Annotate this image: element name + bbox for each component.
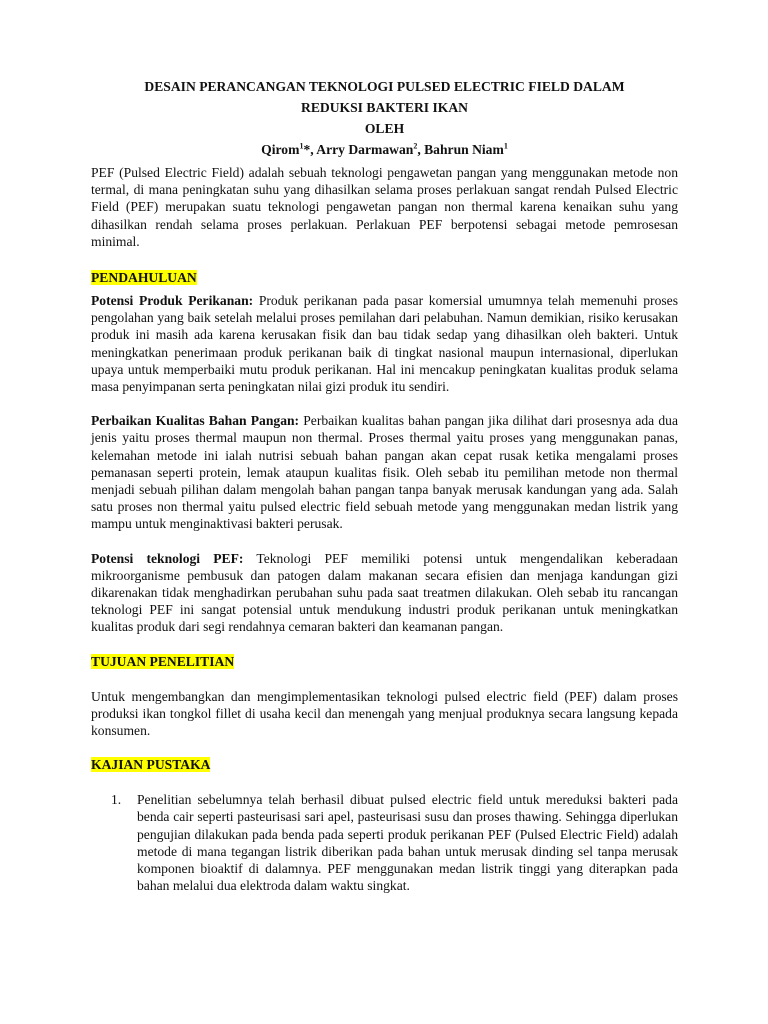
section-heading-pendahuluan: [91, 269, 678, 286]
author-affiliation: 2: [413, 141, 418, 151]
author-name: Qirom: [261, 142, 300, 157]
author-list: [91, 139, 678, 160]
paragraph-lead: Potensi teknologi PEF:: [91, 550, 244, 566]
paragraph-body: Produk perikanan pada pasar komersial umumnya telah memenuhi proses pengolahan yang baik setelah melalui proses pemilahan dari pelabuhan. Namun demikian, risiko kerusakan produk ini masih ada karena kerusakan fisik dan bau tidak sedap yang dihasilkan oleh bakteri. Untuk meningkatkan penerimaan produk perikanan baik di tingkat nasional maupun internasional, diperlukan upaya untuk memperbaiki mutu produk perikanan. Hal ini mencakup peningkatan kualitas produk selama masa penyimpanan serta peningkatan nilai gizi produk itu sendiri.: [91, 293, 678, 395]
section-heading-kajian: [91, 756, 678, 773]
highlighted-heading-text: PENDAHULUAN: [91, 270, 197, 286]
title-line-1: DESAIN PERANCANGAN TEKNOLOGI PULSED ELECTRIC FIELD DALAM: [144, 79, 625, 94]
list-item-text: Penelitian sebelumnya telah berhasil dibuat pulsed electric field untuk mereduksi bakteri pada benda cair seperti pasteurisasi sari apel, pasteurisasi susu dan proses thawing. Sehingga diperlukan pengujian dilakukan pada benda pada seperti produk perikanan PEF (Pulsed Electric Field) adalah metode di mana tegangan listrik diberikan pada bahan untuk merusak dinding sel tanpa merusak komponen bioaktif di dalamnya. PEF menggunakan medan listrik tinggi yang diterapkan pada bahan melalui dua elektroda dalam waktu singkat.: [137, 792, 678, 894]
paragraph-lead: Perbaikan Kualitas Bahan Pangan:: [91, 413, 300, 429]
paragraph-lead: Potensi Produk Perikanan:: [91, 293, 254, 309]
author-name: Arry Darmawan: [316, 142, 414, 157]
paragraph-body: Teknologi PEF memiliki potensi untuk mengendalikan keberadaan mikroorganisme pembusuk dan patogen dalam makanan secara efisien dan menjaga kandungan gizi dikarenakan tidak menghadirkan perubahan suhu pada saat treatmen dilakukan. Oleh sebab itu rancangan teknologi PEF ini sangat potensial untuk mendukung industri produk perikanan untuk meningkatkan kualitas produk dari segi rendahnya cemaran bakteri dan keamanan pangan.: [91, 550, 678, 635]
abstract-paragraph: PEF (Pulsed Electric Field) adalah sebuah teknologi pengawetan pangan yang menggunakan metode non termal, di mana peningkatan suhu yang dihasilkan selama proses perlakuan sangat rendah Pulsed Electric Field (PEF) merupakan suatu teknologi pengawetan pangan non thermal karena kenaikan suhu yang dihasilkan rendah selama proses perlakuan. Perlakuan PEF berpotensi sebagai metode pemrosesan minimal.: [91, 165, 678, 249]
list-item: [91, 791, 678, 894]
highlighted-heading-text: KAJIAN PUSTAKA: [91, 757, 211, 773]
list-item-number: 1.: [111, 792, 122, 808]
author-name: Bahrun Niam: [424, 142, 504, 157]
kajian-list: [91, 791, 678, 894]
paragraph-perbaikan-kualitas: [91, 412, 678, 532]
paragraph-potensi-produk: [91, 292, 678, 395]
author-affiliation: 1: [299, 141, 304, 151]
paragraph-tujuan: Untuk mengembangkan dan mengimplementasikan teknologi pulsed electric field (PEF) dalam proses produksi ikan tongkol fillet di usaha kecil dan menengah yang menjual produknya secara langsung kepada konsumen.: [91, 688, 678, 739]
paragraph-body: Perbaikan kualitas bahan pangan jika dilihat dari prosesnya ada dua jenis yaitu proses thermal maupun non thermal. Proses thermal yaitu proses yang menggunakan panas, kelemahan metode ini ialah nutrisi sebuah bahan pangan akan cepat rusak ketika mengalami proses pemanasan seperti protein, lemak ataupun kualitas fisik. Oleh sebab itu pemilihan metode non thermal menjadi sebuah pilihan dalam mengolah bahan pangan tanpa banyak merusak kandungan yang ada. Salah satu proses non thermal yaitu pulsed electric field sebuah metode yang menggunakan medan listrik yang mampu untuk menginaktivasi bakteri perusak.: [91, 413, 678, 532]
author-separator: *,: [303, 142, 317, 157]
highlighted-heading-text: TUJUAN PENELITIAN: [91, 653, 235, 669]
section-heading-tujuan: [91, 653, 678, 670]
author-separator: ,: [417, 142, 425, 157]
paragraph-potensi-teknologi: [91, 550, 678, 636]
author-affiliation: 1: [503, 141, 508, 151]
title-line-3: OLEH: [364, 121, 405, 136]
title-line-2: REDUKSI BAKTERI IKAN: [301, 100, 468, 115]
